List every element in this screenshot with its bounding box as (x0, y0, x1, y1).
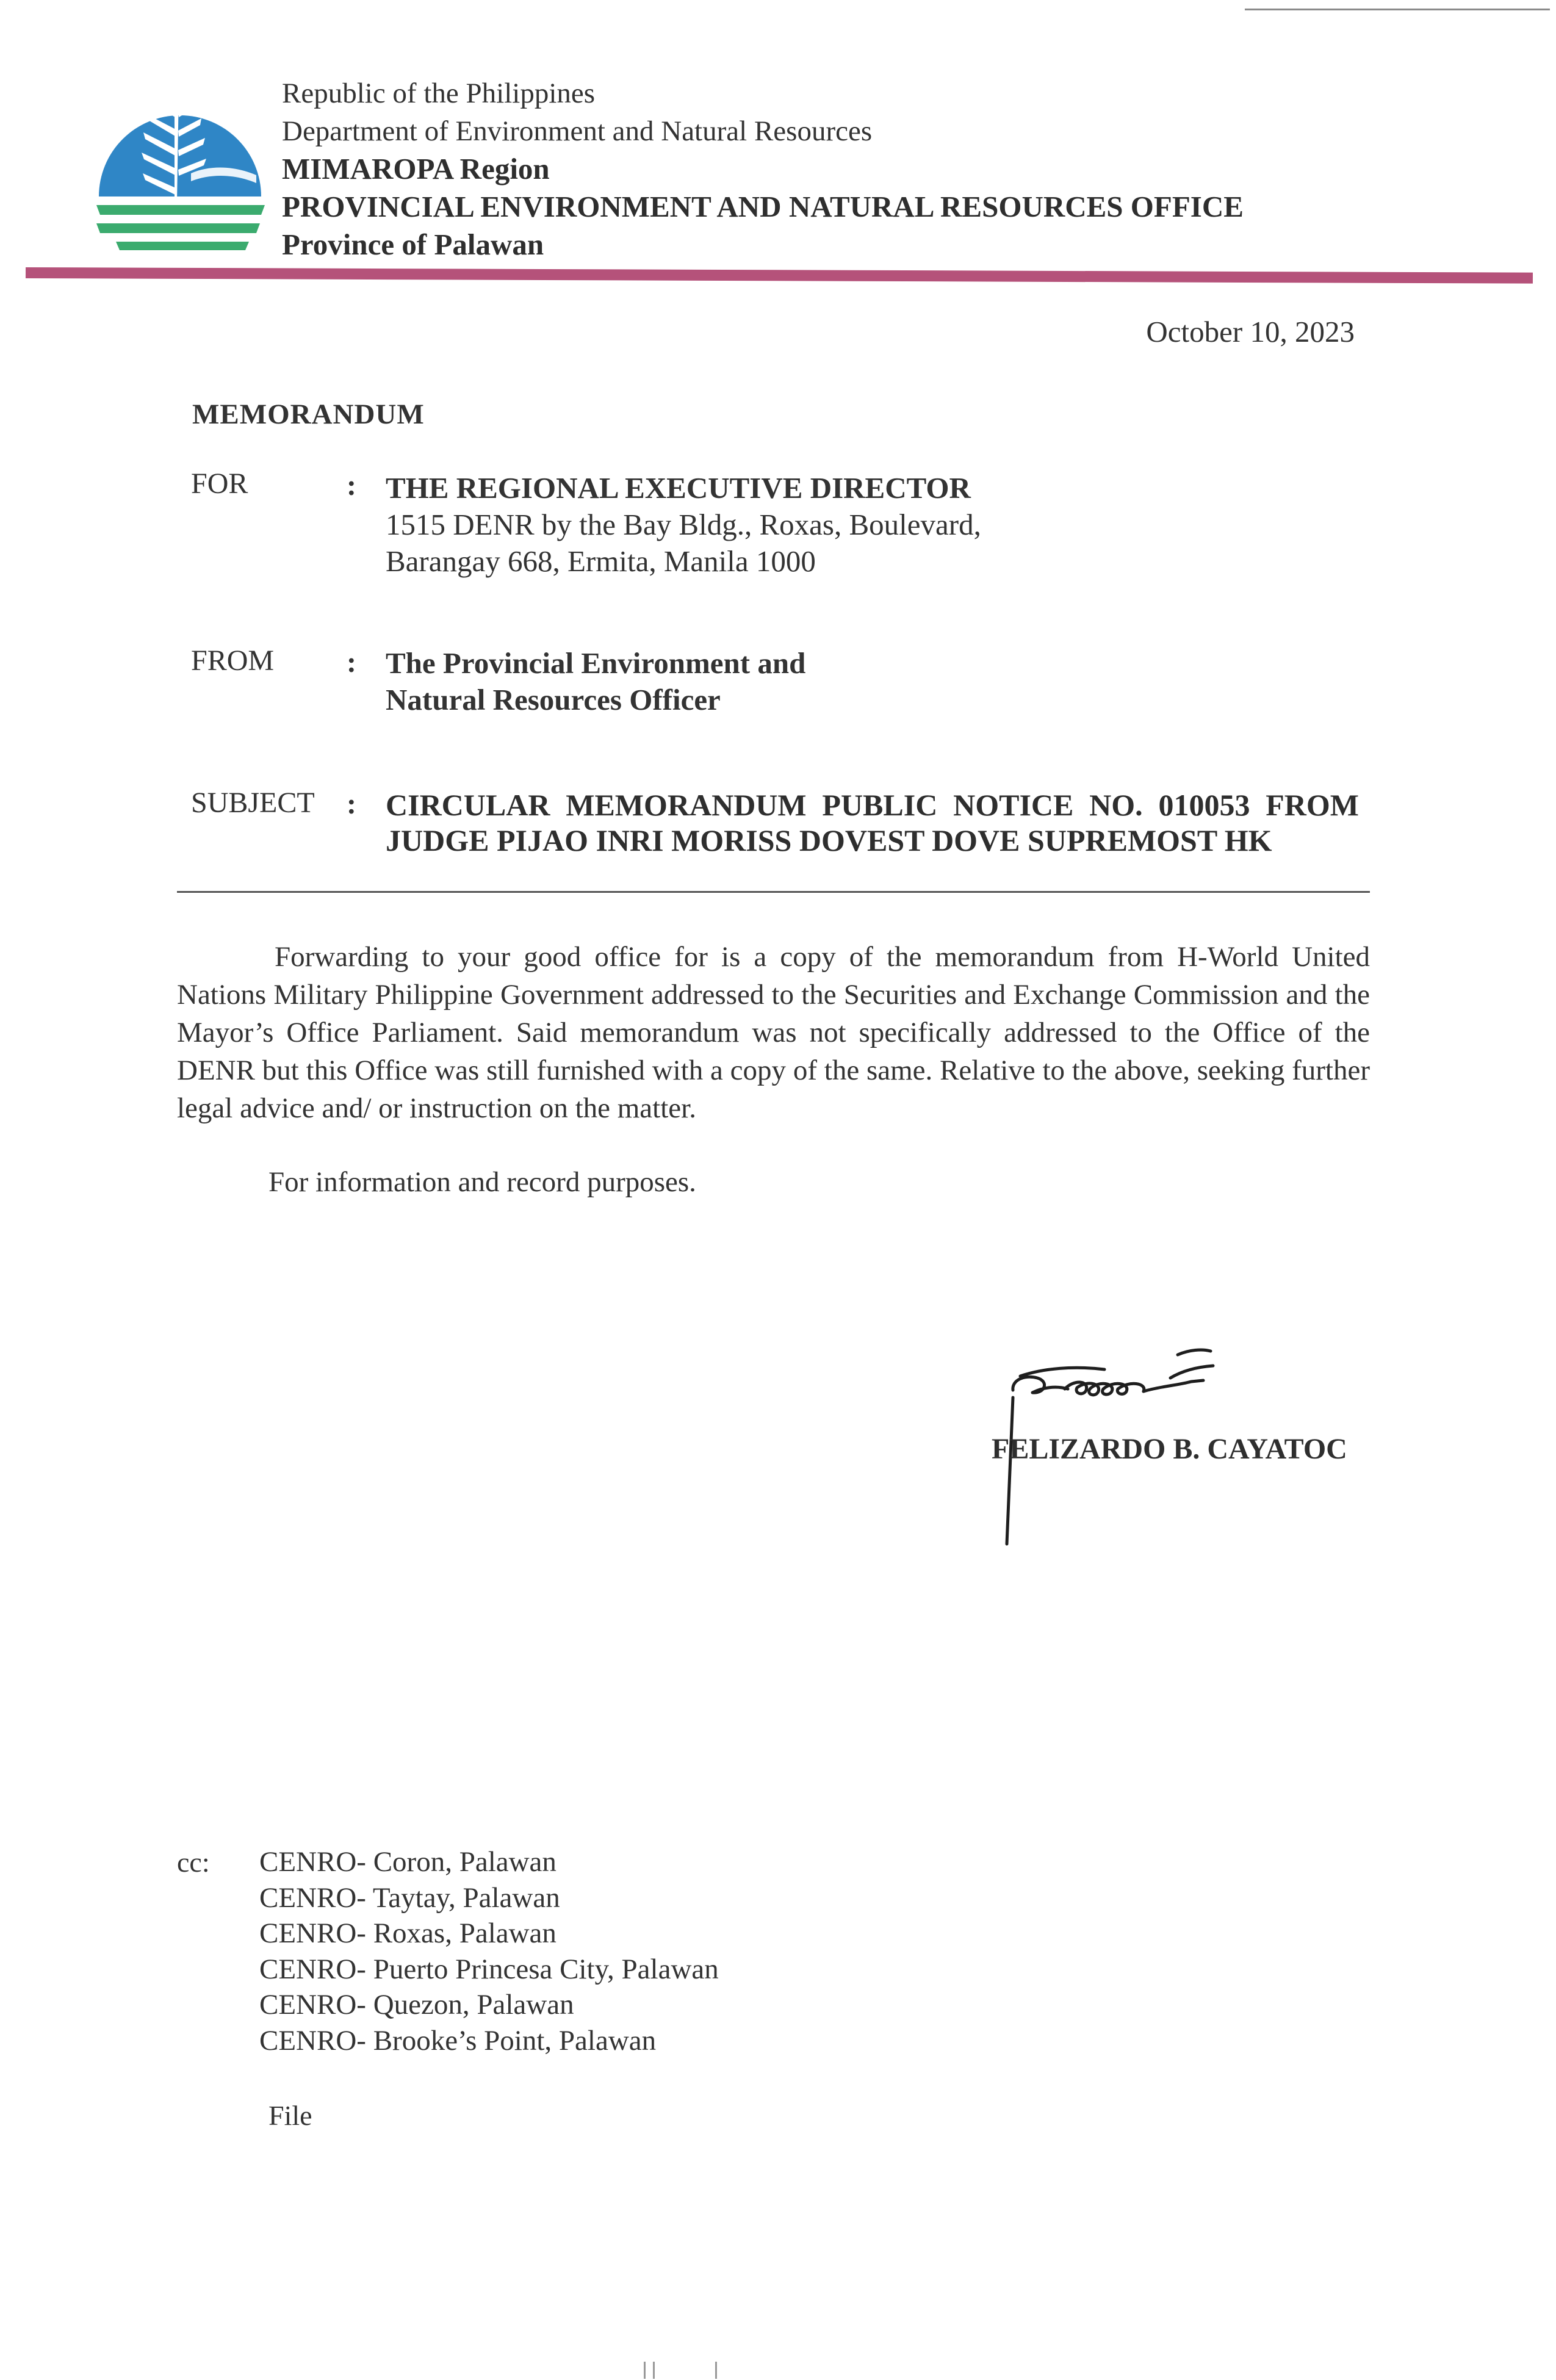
scan-artifact-mark (644, 2362, 646, 2379)
letterhead (282, 74, 1319, 264)
cc-item-quezon: CENRO- Quezon, Palawan (259, 1989, 574, 2021)
from-value (386, 645, 805, 718)
for-value (386, 470, 981, 580)
body-paragraph: Forwarding to your good office for is a copy of the memorandum from H-World United Nations Military Philippine Government addressed to the Securities and Exchange Commission and the Mayor’s Office Parliament. Said memorandum was not specifically addressed to the Office of the DENR but this Office was still furnished with a copy of the same. Relative to the above, seeking further legal advice and/ or instruction on the matter. (177, 941, 1370, 1124)
denr-logo-icon (92, 74, 268, 251)
cc-item-coron: CENRO- Coron, Palawan (259, 1846, 556, 1878)
for-colon: : (347, 469, 356, 502)
scan-artifact-mark (653, 2362, 655, 2379)
cc-label: cc: (177, 1847, 210, 1878)
letterhead-department: Department of Environment and Natural Resources (282, 115, 873, 147)
for-label: FOR (191, 467, 248, 500)
subject-value (386, 787, 1359, 858)
header-divider (177, 891, 1370, 893)
subject-line2: JUDGE PIJAO INRI MORISS DOVEST DOVE SUPREMOST HK (386, 823, 1272, 857)
cc-item-puerto-princesa: CENRO- Puerto Princesa City, Palawan (259, 1953, 719, 1985)
subject-colon: : (347, 788, 356, 820)
for-address-line1: 1515 DENR by the Bay Bldg., Roxas, Boulevard, (386, 508, 981, 541)
cc-item-brookes-point: CENRO- Brooke’s Point, Palawan (259, 2024, 657, 2057)
memo-title: MEMORANDUM (192, 398, 425, 430)
subject-line1: CIRCULAR MEMORANDUM PUBLIC NOTICE NO. 010053 FROM (386, 788, 1359, 822)
cc-item-roxas: CENRO- Roxas, Palawan (259, 1917, 556, 1949)
letterhead-region: MIMAROPA Region (282, 152, 550, 186)
file-note: File (268, 2100, 312, 2131)
subject-label: SUBJECT (191, 787, 315, 819)
letterhead-republic: Republic of the Philippines (282, 78, 596, 109)
from-label: FROM (191, 644, 275, 677)
letterhead-province: Province of Palawan (282, 228, 544, 261)
from-line1: The Provincial Environment and (386, 646, 806, 680)
cc-item-taytay: CENRO- Taytay, Palawan (259, 1881, 560, 1914)
closing-line: For information and record purposes. (268, 1166, 696, 1198)
memo-date: October 10, 2023 (1146, 315, 1355, 348)
letterhead-rule (26, 267, 1533, 284)
for-address-line2: Barangay 668, Ermita, Manila 1000 (386, 544, 816, 578)
cc-list (259, 1844, 719, 2058)
for-recipient: THE REGIONAL EXECUTIVE DIRECTOR (386, 471, 971, 505)
signatory-name: FELIZARDO B. CAYATOC (992, 1433, 1347, 1465)
scan-edge-line (1245, 9, 1550, 10)
from-colon: : (347, 646, 356, 679)
from-line2: Natural Resources Officer (386, 683, 721, 716)
letterhead-office: PROVINCIAL ENVIRONMENT AND NATURAL RESOURCES OFFICE (282, 190, 1244, 223)
scan-artifact-mark (715, 2362, 717, 2379)
